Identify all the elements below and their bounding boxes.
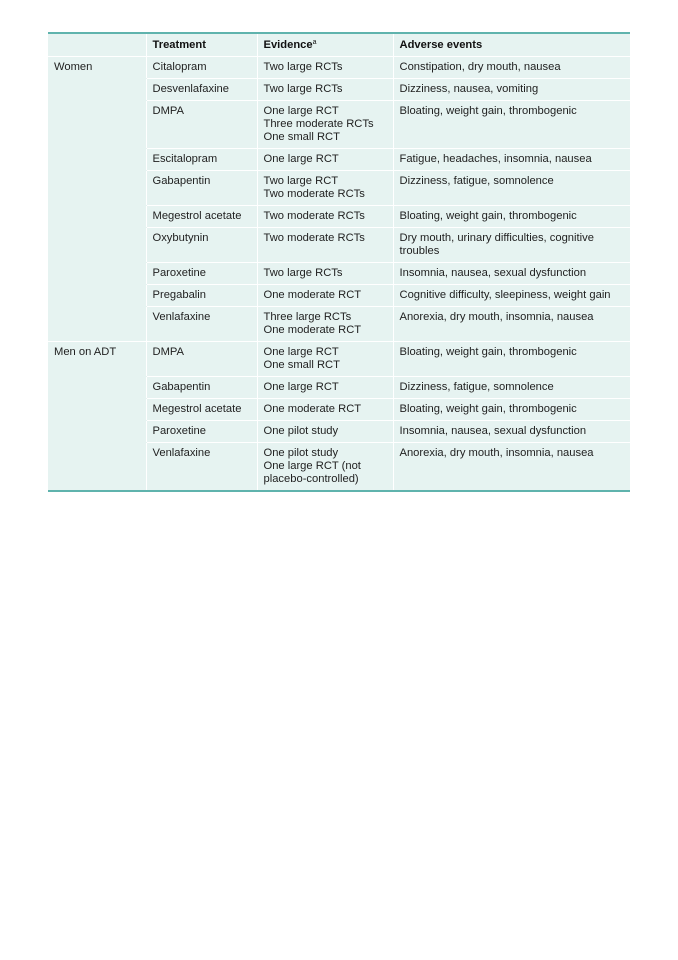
evidence-cell [257,228,393,263]
evidence-cell [257,206,393,228]
table-row [48,149,630,171]
population-cell [48,228,146,263]
evidence-line: Two large RCTs [263,61,343,73]
treatment-cell: Pregabalin [146,285,257,307]
treatment-cell: Megestrol acetate [146,206,257,228]
evidence-line: Three large RCTs [263,311,352,323]
adverse-events-cell: Insomnia, nausea, sexual dysfunction [393,263,630,285]
treatment-cell: Venlafaxine [146,443,257,492]
adverse-events-cell: Dry mouth, urinary difficulties, cognitive troubles [393,228,630,263]
table-row [48,101,630,149]
adverse-events-cell: Dizziness, nausea, vomiting [393,79,630,101]
population-cell [48,206,146,228]
treatment-cell: Gabapentin [146,171,257,206]
population-cell: Women [48,57,146,79]
table-row [48,57,630,79]
adverse-events-cell: Dizziness, fatigue, somnolence [393,377,630,399]
population-cell [48,285,146,307]
table-row [48,443,630,492]
table-body [48,57,630,492]
adverse-events-cell: Bloating, weight gain, thrombogenic [393,342,630,377]
population-cell [48,263,146,285]
treatment-cell: DMPA [146,101,257,149]
population-cell: Men on ADT [48,342,146,377]
evidence-line: Two moderate RCTs [263,210,365,222]
evidence-line: One small RCT [263,131,340,143]
evidence-table-container [48,32,630,492]
population-cell [48,149,146,171]
adverse-events-cell: Anorexia, dry mouth, insomnia, nausea [393,307,630,342]
population-cell [48,171,146,206]
adverse-events-cell: Bloating, weight gain, thrombogenic [393,101,630,149]
adverse-events-cell: Insomnia, nausea, sexual dysfunction [393,421,630,443]
evidence-line: One large RCT [263,153,339,165]
table-row [48,171,630,206]
treatment-cell: Paroxetine [146,421,257,443]
table-row [48,307,630,342]
treatment-cell: Megestrol acetate [146,399,257,421]
evidence-line: One moderate RCT [263,403,362,415]
table-row [48,79,630,101]
treatment-cell: Venlafaxine [146,307,257,342]
table-row [48,228,630,263]
table-row [48,206,630,228]
treatment-cell: Desvenlafaxine [146,79,257,101]
evidence-footnote-marker: a [312,39,317,46]
evidence-cell [257,307,393,342]
evidence-line: One moderate RCT [263,289,362,301]
evidence-line: Two moderate RCTs [263,188,365,200]
evidence-line: Two moderate RCTs [263,232,365,244]
evidence-cell [257,101,393,149]
table-header-row [48,33,630,57]
evidence-line: Two large RCT [263,175,339,187]
treatment-cell: Citalopram [146,57,257,79]
evidence-cell [257,443,393,492]
treatment-cell: Escitalopram [146,149,257,171]
evidence-cell [257,285,393,307]
population-cell [48,443,146,492]
evidence-cell [257,342,393,377]
treatment-cell: Paroxetine [146,263,257,285]
evidence-line: One pilot study [263,425,339,437]
population-cell [48,421,146,443]
evidence-line: Two large RCTs [263,267,343,279]
treatment-cell: Gabapentin [146,377,257,399]
evidence-cell [257,57,393,79]
adverse-events-cell: Bloating, weight gain, thrombogenic [393,206,630,228]
evidence-line: One large RCT [263,346,339,358]
table-row [48,399,630,421]
evidence-cell [257,421,393,443]
evidence-cell [257,79,393,101]
population-cell [48,377,146,399]
adverse-events-cell: Anorexia, dry mouth, insomnia, nausea [399,447,594,459]
evidence-cell [257,171,393,206]
evidence-column-header [257,33,393,57]
population-cell [48,307,146,342]
evidence-cell [257,149,393,171]
evidence-line: One moderate RCT [263,324,362,336]
population-column-header [48,33,146,57]
evidence-line: placebo-controlled) [263,473,359,485]
evidence-line: One small RCT [263,359,340,371]
treatment-column-header: Treatment [146,33,257,57]
table-row [48,285,630,307]
population-cell [48,101,146,149]
adverse-events-cell: Dizziness, fatigue, somnolence [393,171,630,206]
adverse-events-cell: Bloating, weight gain, thrombogenic [393,399,630,421]
evidence-line: One large RCT [263,105,339,117]
treatment-cell: DMPA [146,342,257,377]
adverse-events-cell: Cognitive difficulty, sleepiness, weight gain [393,285,630,307]
table-row [48,377,630,399]
table-row [48,342,630,377]
evidence-cell [257,263,393,285]
population-cell [48,79,146,101]
adverse-events-cell: Constipation, dry mouth, nausea [393,57,630,79]
evidence-line: Two large RCTs [263,83,343,95]
evidence-line: One large RCT (not [263,460,361,472]
evidence-line: One large RCT [263,381,339,393]
population-cell [48,399,146,421]
table-row [48,421,630,443]
adverse-events-column-header: Adverse events [393,33,630,57]
adverse-events-cell: Fatigue, headaches, insomnia, nausea [393,149,630,171]
evidence-line: One pilot study [263,447,339,459]
treatment-cell: Oxybutynin [146,228,257,263]
treatment-evidence-table [48,32,630,492]
table-row [48,263,630,285]
evidence-cell [257,377,393,399]
evidence-cell [257,399,393,421]
evidence-line: Three moderate RCTs [263,118,374,130]
evidence-header-label: Evidence [263,39,313,51]
